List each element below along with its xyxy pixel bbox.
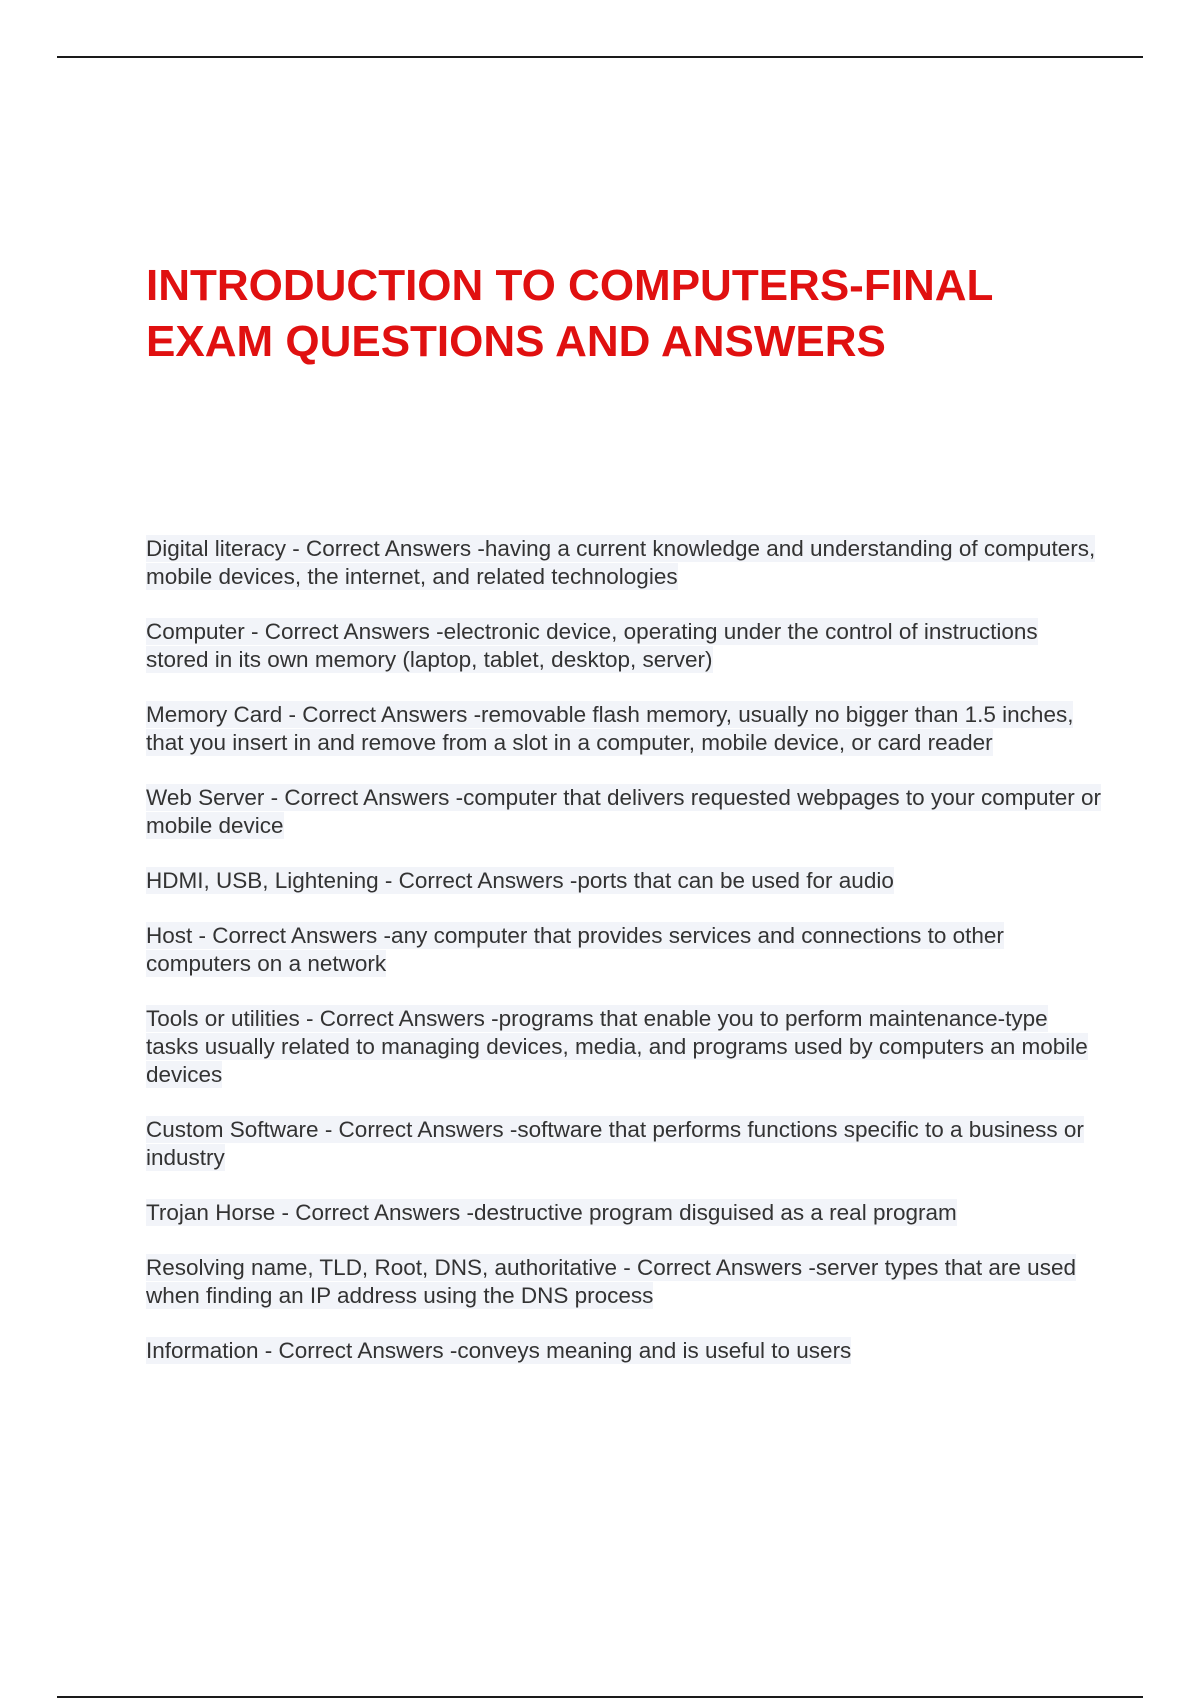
qa-item [146, 867, 1106, 895]
qa-item [146, 701, 1106, 757]
qa-item-text: Computer - Correct Answers -electronic device, operating under the control of instructions stored in its own memory (laptop, tablet, desktop, server) [146, 619, 1038, 672]
qa-item-text: Host - Correct Answers -any computer that provides services and connections to other computers on a network [146, 923, 1004, 976]
qa-item-text: HDMI, USB, Lightening - Correct Answers -ports that can be used for audio [146, 868, 894, 893]
qa-item [146, 535, 1106, 591]
qa-item-text: Trojan Horse - Correct Answers -destructive program disguised as a real program [146, 1200, 957, 1225]
qa-item-text: Information - Correct Answers -conveys meaning and is useful to users [146, 1338, 852, 1363]
qa-item-text: Custom Software - Correct Answers -software that performs functions specific to a business or industry [146, 1117, 1084, 1170]
qa-item [146, 618, 1106, 674]
qa-item-text: Web Server - Correct Answers -computer that delivers requested webpages to your computer or mobile device [146, 785, 1102, 838]
qa-item [146, 1254, 1106, 1310]
qa-item-text: Digital literacy - Correct Answers -having a current knowledge and understanding of computers, mobile devices, the internet, and related technologies [146, 536, 1096, 589]
qa-item [146, 1116, 1106, 1172]
qa-item [146, 922, 1106, 978]
qa-item-text: Tools or utilities - Correct Answers -programs that enable you to perform maintenance-type tasks usually related to managing devices, media, and programs used by computers an mobile devices [146, 1006, 1088, 1087]
qa-item [146, 784, 1106, 840]
document-title: INTRODUCTION TO COMPUTERS-FINAL EXAM QUESTIONS AND ANSWERS [146, 261, 993, 366]
qa-item [146, 1005, 1106, 1089]
qa-item [146, 1199, 1106, 1227]
qa-item-text: Resolving name, TLD, Root, DNS, authoritative - Correct Answers -server types that are used when finding an IP address using the DNS process [146, 1255, 1076, 1308]
header-rule [57, 56, 1143, 58]
footer-rule [57, 1696, 1143, 1698]
qa-item [146, 1337, 1106, 1365]
qa-item-text: Memory Card - Correct Answers -removable flash memory, usually no bigger than 1.5 inches, that you insert in and remove from a slot in a computer, mobile device, or card reader [146, 702, 1074, 755]
qa-list [146, 535, 1106, 1392]
